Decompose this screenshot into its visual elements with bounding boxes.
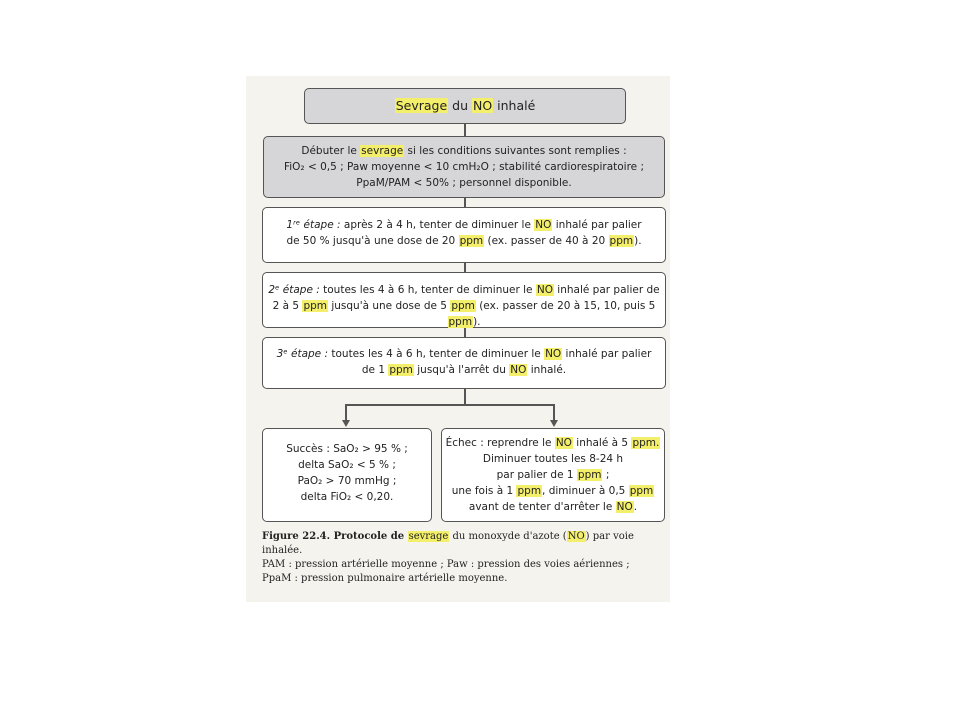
text: Échec : reprendre le bbox=[445, 437, 555, 449]
conditions-line-3: PpaM/PAM < 50% ; personnel disponible. bbox=[356, 177, 572, 189]
caption-line-3: PpaM : pression pulmonaire artérielle moyenne. bbox=[262, 573, 508, 584]
text: inhalé. bbox=[527, 364, 567, 376]
step-2-box bbox=[262, 272, 666, 328]
text: de 1 bbox=[361, 364, 389, 376]
failure-line-4 bbox=[442, 483, 664, 499]
text: inhalé par palier bbox=[562, 348, 652, 360]
text: si les conditions suivantes sont remplies : bbox=[404, 145, 627, 157]
text: (ex. passer de 40 à 20 bbox=[484, 235, 609, 247]
highlight-ppm: ppm. bbox=[632, 437, 660, 449]
highlight-sevrage: sevrage bbox=[361, 145, 404, 157]
title-text-end: inhalé bbox=[493, 98, 536, 113]
text: inhalé par palier bbox=[552, 219, 642, 231]
highlight-ppm: ppm bbox=[448, 316, 473, 328]
title-box bbox=[304, 88, 626, 124]
branch-right-line bbox=[553, 404, 555, 421]
text: 2 à 5 bbox=[272, 300, 303, 312]
text: ). bbox=[634, 235, 642, 247]
connector-line bbox=[464, 328, 466, 337]
text: une fois à 1 bbox=[451, 485, 517, 497]
failure-line-1 bbox=[442, 435, 664, 451]
conditions-line-1 bbox=[264, 143, 664, 159]
step-3-line-2 bbox=[263, 362, 665, 378]
text: jusqu'à une dose de 5 bbox=[328, 300, 451, 312]
step-2-line-2 bbox=[263, 298, 665, 330]
highlight-ppm: ppm bbox=[451, 300, 475, 312]
text: avant de tenter d'arrêter le bbox=[468, 501, 616, 513]
conditions-box bbox=[263, 136, 665, 198]
highlight-no: NO bbox=[555, 437, 572, 449]
caption-line-2: PAM : pression artérielle moyenne ; Paw : pression des voies aériennes ; bbox=[262, 559, 630, 570]
text: du monoxyde d'azote ( bbox=[449, 531, 567, 542]
caption-line-1 bbox=[262, 530, 672, 558]
highlight-ppm: ppm bbox=[303, 300, 327, 312]
failure-line-5 bbox=[442, 499, 664, 515]
title-text: du bbox=[448, 98, 472, 113]
connector-line bbox=[464, 263, 466, 272]
text: ) par voie inhalée. bbox=[262, 531, 634, 556]
success-line-2: delta SaO₂ < 5 % ; bbox=[298, 459, 396, 471]
highlight-no: NO bbox=[545, 348, 562, 360]
text: Débuter le bbox=[301, 145, 361, 157]
text: de 50 % jusqu'à une dose de 20 bbox=[286, 235, 459, 247]
highlight-ppm: ppm bbox=[577, 469, 602, 481]
text: . bbox=[633, 501, 638, 513]
text: toutes les 4 à 6 h, tenter de diminuer le bbox=[319, 284, 536, 296]
text: par palier de 1 bbox=[496, 469, 577, 481]
arrow-down-icon bbox=[550, 420, 558, 427]
highlight-ppm: ppm bbox=[629, 485, 654, 497]
highlight-sevrage: sevrage bbox=[408, 531, 449, 542]
step-3-line-1 bbox=[263, 346, 665, 362]
step-label: 1ʳᵉ étape : bbox=[286, 219, 341, 231]
figure-caption bbox=[262, 530, 672, 586]
caption-label: Figure 22.4. Protocole de bbox=[262, 531, 408, 542]
text: ). bbox=[473, 316, 481, 328]
branch-horizontal-line bbox=[345, 404, 554, 406]
conditions-line-2: FiO₂ < 0,5 ; Paw moyenne < 10 cmH₂O ; stabilité cardiorespiratoire ; bbox=[283, 161, 645, 173]
text: ; bbox=[602, 469, 610, 481]
text: , diminuer à 0,5 bbox=[542, 485, 629, 497]
failure-line-3 bbox=[442, 467, 664, 483]
failure-line-2: Diminuer toutes les 8-24 h bbox=[482, 453, 624, 465]
text: (ex. passer de 20 à 15, 10, puis 5 bbox=[475, 300, 656, 312]
step-2-line-1 bbox=[263, 282, 665, 298]
branch-stem-line bbox=[464, 389, 466, 405]
highlight-no: NO bbox=[535, 219, 552, 231]
highlight-no: NO bbox=[510, 364, 527, 376]
text: inhalé par palier de bbox=[553, 284, 660, 296]
step-1-box bbox=[262, 207, 666, 263]
text: après 2 à 4 h, tenter de diminuer le bbox=[340, 219, 535, 231]
failure-box bbox=[441, 428, 665, 522]
text: toutes les 4 à 6 h, tenter de diminuer le bbox=[328, 348, 545, 360]
step-label: 2ᵉ étape : bbox=[268, 284, 320, 296]
highlight-no: NO bbox=[536, 284, 553, 296]
step-1-line-2 bbox=[263, 233, 665, 249]
arrow-down-icon bbox=[342, 420, 350, 427]
text: inhalé à 5 bbox=[572, 437, 632, 449]
highlight-ppm: ppm bbox=[517, 485, 542, 497]
step-label: 3ᵉ étape : bbox=[276, 348, 329, 360]
connector-line bbox=[464, 198, 466, 207]
success-line-3: PaO₂ > 70 mmHg ; bbox=[297, 475, 397, 487]
success-line-4: delta FiO₂ < 0,20. bbox=[300, 491, 394, 503]
highlight-sevrage: Sevrage bbox=[395, 98, 448, 113]
highlight-ppm: ppm bbox=[459, 235, 484, 247]
text: jusqu'à l'arrêt du bbox=[413, 364, 510, 376]
success-line-1: Succès : SaO₂ > 95 % ; bbox=[286, 443, 408, 455]
highlight-ppm: ppm bbox=[389, 364, 413, 376]
highlight-no: NO bbox=[472, 98, 493, 113]
highlight-ppm: ppm bbox=[609, 235, 634, 247]
success-box bbox=[262, 428, 432, 522]
branch-left-line bbox=[345, 404, 347, 421]
step-3-box bbox=[262, 337, 666, 389]
connector-line bbox=[464, 124, 466, 136]
highlight-no: NO bbox=[616, 501, 633, 513]
highlight-no: NO bbox=[567, 531, 585, 542]
step-1-line-1 bbox=[263, 217, 665, 233]
